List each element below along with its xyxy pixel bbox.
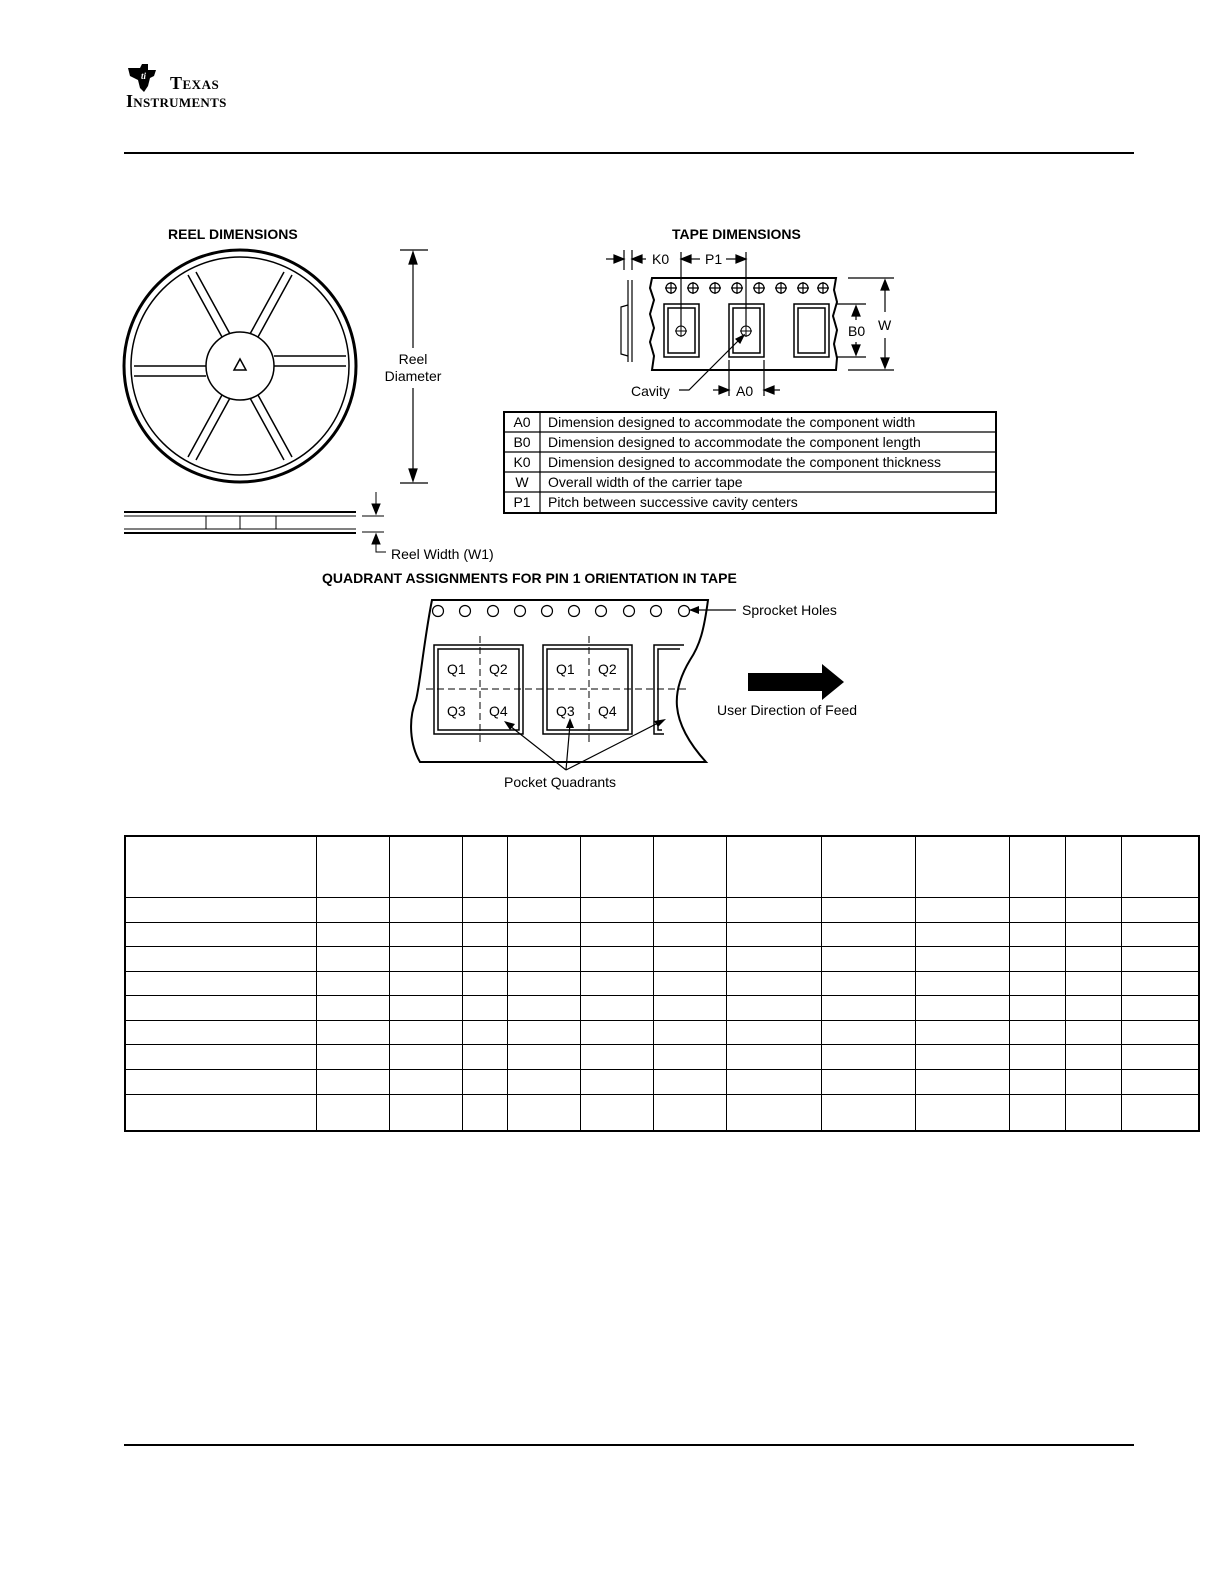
svg-text:ti: ti: [141, 71, 147, 81]
w-label: W: [878, 317, 892, 333]
table-header-cell: [1121, 836, 1199, 898]
table-cell: [507, 1070, 580, 1095]
table-row: [125, 1020, 1199, 1045]
table-cell: [653, 1020, 726, 1045]
table-cell: [915, 1020, 1009, 1045]
table-cell: [1065, 971, 1121, 996]
table-cell: [653, 996, 726, 1021]
table-cell: [1065, 922, 1121, 947]
table-cell: [1009, 971, 1065, 996]
legend-desc: Dimension designed to accommodate the component length: [548, 434, 921, 450]
table-cell: [915, 1094, 1009, 1131]
table-cell: [726, 1045, 821, 1070]
legend-code: K0: [513, 454, 531, 470]
table-cell: [653, 971, 726, 996]
table-header-cell: [507, 836, 580, 898]
table-cell: [1065, 1070, 1121, 1095]
legend-desc: Dimension designed to accommodate the component thickness: [548, 454, 941, 470]
cavity-label: Cavity: [631, 383, 670, 399]
table-cell: [821, 996, 915, 1021]
table-cell: [1121, 922, 1199, 947]
table-cell: [821, 922, 915, 947]
table-cell: [1121, 996, 1199, 1021]
reel-diameter-label-2: Diameter: [384, 368, 442, 384]
table-header-cell: [316, 836, 389, 898]
reel-width-label: Reel Width (W1): [391, 546, 494, 562]
table-cell: [1121, 1094, 1199, 1131]
table-cell: [1009, 898, 1065, 923]
table-cell: [580, 947, 653, 972]
table-cell: [726, 971, 821, 996]
table-cell: [125, 1094, 316, 1131]
feed-direction-label: User Direction of Feed: [717, 702, 858, 718]
table-cell: [821, 1094, 915, 1131]
table-header-cell: [726, 836, 821, 898]
q4-label: Q4: [598, 703, 617, 719]
table-header-row: [125, 836, 1199, 898]
table-row: [125, 1070, 1199, 1095]
logo-texas-text: Texas: [170, 73, 220, 93]
legend-code: B0: [513, 434, 531, 450]
legend-desc: Dimension designed to accommodate the component width: [548, 414, 916, 430]
table-cell: [1121, 971, 1199, 996]
table-cell: [1065, 947, 1121, 972]
legend-desc: Pitch between successive cavity centers: [548, 494, 798, 510]
table-cell: [462, 996, 507, 1021]
a0-label: A0: [736, 383, 754, 399]
table-cell: [1121, 898, 1199, 923]
table-cell: [653, 898, 726, 923]
legend-desc: Overall width of the carrier tape: [548, 474, 743, 490]
table-cell: [726, 898, 821, 923]
legend-code: W: [515, 474, 529, 490]
table-row: [125, 922, 1199, 947]
table-cell: [389, 1045, 462, 1070]
table-cell: [653, 1094, 726, 1131]
reel-dimension-table: [124, 835, 1198, 1132]
table-cell: [821, 898, 915, 923]
p1-label: P1: [705, 251, 723, 267]
k0-label: K0: [652, 251, 670, 267]
reel-side-view: [124, 492, 386, 552]
table-cell: [507, 1094, 580, 1131]
quadrant-title: QUADRANT ASSIGNMENTS FOR PIN 1 ORIENTATION IN TAPE: [322, 570, 737, 586]
table-cell: [389, 922, 462, 947]
table-row: [125, 1094, 1199, 1131]
table-header-cell: [915, 836, 1009, 898]
table-cell: [125, 971, 316, 996]
table-cell: [726, 1094, 821, 1131]
table-cell: [1009, 947, 1065, 972]
table-header-cell: [821, 836, 915, 898]
table-cell: [580, 1020, 653, 1045]
table-cell: [580, 1094, 653, 1131]
table-cell: [507, 971, 580, 996]
table-cell: [580, 898, 653, 923]
table-cell: [316, 971, 389, 996]
table-cell: [1009, 922, 1065, 947]
quadrant-tape-drawing: [411, 600, 736, 770]
table-cell: [580, 1045, 653, 1070]
table-cell: [125, 1020, 316, 1045]
table-row: [125, 971, 1199, 996]
table-cell: [462, 971, 507, 996]
table-cell: [316, 947, 389, 972]
table-cell: [1065, 1045, 1121, 1070]
table-cell: [1121, 947, 1199, 972]
table-cell: [580, 996, 653, 1021]
table-cell: [1009, 1020, 1065, 1045]
table-cell: [316, 996, 389, 1021]
table-cell: [1065, 996, 1121, 1021]
table-cell: [726, 996, 821, 1021]
q3-label: Q3: [556, 703, 575, 719]
table-cell: [821, 971, 915, 996]
table-cell: [389, 1020, 462, 1045]
table-cell: [125, 898, 316, 923]
table-cell: [1065, 898, 1121, 923]
table-cell: [462, 1020, 507, 1045]
table-cell: [653, 1070, 726, 1095]
table-cell: [316, 1094, 389, 1131]
table-header-cell: [1065, 836, 1121, 898]
table-cell: [389, 996, 462, 1021]
table-cell: [1009, 1070, 1065, 1095]
table-cell: [462, 1094, 507, 1131]
table-cell: [507, 1045, 580, 1070]
table-cell: [462, 947, 507, 972]
table-cell: [726, 947, 821, 972]
table-cell: [653, 922, 726, 947]
table-cell: [1121, 1070, 1199, 1095]
q2-label: Q2: [489, 661, 508, 677]
footer-rule: [124, 1444, 1134, 1446]
q1-label: Q1: [447, 661, 466, 677]
table-cell: [915, 898, 1009, 923]
table-cell: [1009, 1094, 1065, 1131]
logo-instruments-text: Instruments: [126, 91, 227, 111]
table-row: [125, 898, 1199, 923]
table-cell: [915, 922, 1009, 947]
table-cell: [726, 1020, 821, 1045]
q3-label: Q3: [447, 703, 466, 719]
table-cell: [462, 1045, 507, 1070]
table-cell: [821, 1020, 915, 1045]
b0-label: B0: [848, 323, 866, 339]
table-cell: [316, 922, 389, 947]
reel-title: REEL DIMENSIONS: [168, 226, 298, 242]
table-cell: [507, 922, 580, 947]
reel-diameter-label-1: Reel: [398, 351, 428, 367]
table-header-cell: [462, 836, 507, 898]
table-cell: [580, 971, 653, 996]
table-cell: [389, 947, 462, 972]
table-cell: [915, 971, 1009, 996]
table-cell: [462, 922, 507, 947]
table-cell: [125, 1070, 316, 1095]
table-row: [125, 947, 1199, 972]
table-row: [125, 996, 1199, 1021]
table-cell: [389, 971, 462, 996]
table-cell: [580, 1070, 653, 1095]
table-cell: [507, 1020, 580, 1045]
table-cell: [821, 947, 915, 972]
table-cell: [1121, 1045, 1199, 1070]
table-cell: [1065, 1094, 1121, 1131]
table-cell: [389, 898, 462, 923]
tape-title: TAPE DIMENSIONS: [672, 226, 801, 242]
legend-code: A0: [513, 414, 531, 430]
table-cell: [316, 1070, 389, 1095]
q4-label: Q4: [489, 703, 508, 719]
tape-drawing: [621, 278, 837, 370]
table-cell: [1009, 996, 1065, 1021]
table-cell: [389, 1070, 462, 1095]
table-cell: [462, 898, 507, 923]
table-cell: [1065, 1020, 1121, 1045]
table-cell: [125, 947, 316, 972]
table-row: [125, 1045, 1199, 1070]
table-cell: [316, 898, 389, 923]
table-cell: [726, 922, 821, 947]
table-cell: [726, 1070, 821, 1095]
table-cell: [915, 1070, 1009, 1095]
reel-drawing: [124, 250, 356, 482]
table-header-cell: [580, 836, 653, 898]
table-cell: [389, 1094, 462, 1131]
table-cell: [125, 922, 316, 947]
table-cell: [125, 996, 316, 1021]
table-cell: [1009, 1045, 1065, 1070]
table-cell: [915, 996, 1009, 1021]
table-header-cell: [125, 836, 316, 898]
table-header-cell: [1009, 836, 1065, 898]
table-cell: [653, 1045, 726, 1070]
table-cell: [316, 1045, 389, 1070]
feed-arrow-icon: [748, 664, 844, 700]
table-cell: [507, 898, 580, 923]
table-header-cell: [653, 836, 726, 898]
table-cell: [653, 947, 726, 972]
table-cell: [915, 947, 1009, 972]
table-cell: [1121, 1020, 1199, 1045]
q1-label: Q1: [556, 661, 575, 677]
q2-label: Q2: [598, 661, 617, 677]
table-cell: [316, 1020, 389, 1045]
pocket-quadrants-label: Pocket Quadrants: [504, 774, 617, 790]
table-cell: [915, 1045, 1009, 1070]
table-cell: [507, 947, 580, 972]
table-cell: [580, 922, 653, 947]
legend-code: P1: [513, 494, 531, 510]
table-cell: [821, 1045, 915, 1070]
table-cell: [507, 996, 580, 1021]
table-cell: [462, 1070, 507, 1095]
table-header-cell: [389, 836, 462, 898]
table-cell: [125, 1045, 316, 1070]
table-cell: [821, 1070, 915, 1095]
sprocket-holes-label: Sprocket Holes: [742, 602, 837, 618]
